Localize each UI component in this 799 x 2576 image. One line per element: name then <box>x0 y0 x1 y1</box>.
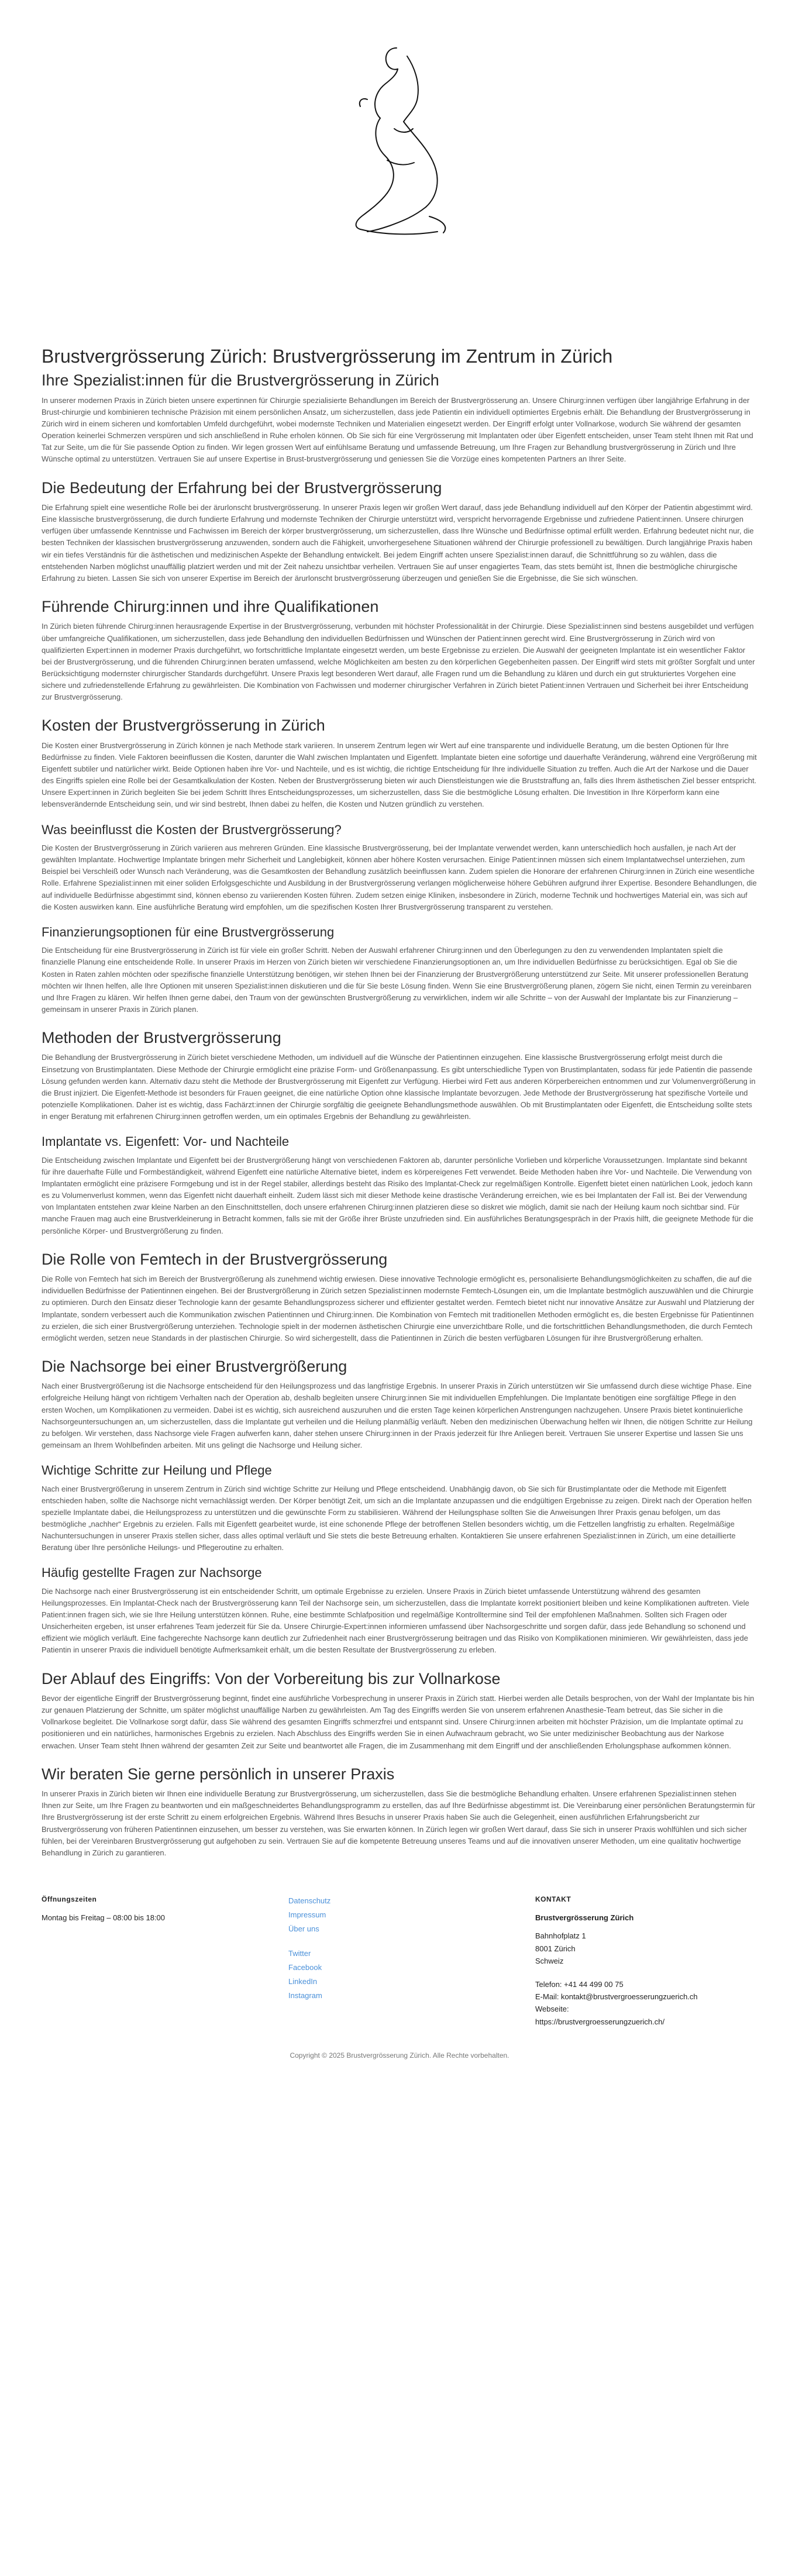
section-heading: Führende Chirurg:innen und ihre Qualifikationen <box>42 598 379 615</box>
section-paragraph: Die Nachsorge nach einer Brustvergrösserung ist ein entscheidender Schritt, um optimale Ergebnisse zu erzielen. Unsere Praxis in Zürich bietet umfassende Unterstützung während des gesamten Heilungsprozesses. Ein Implantat-Check nach der Brustvergrösserung kann Teil der Nachsorge sein, um sicherzustellen, dass die Implantate korrekt positioniert bleiben und keine Komplikationen auftreten. Viele Patient:innen fragen sich, wie sie Ihre Heilung unterstützen können. Ruhe, eine bestimmte Schlafposition und regelmäßige Kontrolltermine sind Teil der empfohlenen Maßnahmen. Sollten sich Fragen oder Unsicherheiten ergeben, ist unser erfahrenes Team jederzeit für Sie da. Unsere Chirurgie-Expert:innen informieren umfassend über Nachsorgeschritte und sorgen dafür, dass jede Behandlung so schonend und effizient wie möglich verläuft. Eine fachgerechte Nachsorge kann deutlich zur Zufriedenheit nach einer Brustvergrösserung beitragen und das Risiko von Komplikationen minimieren. Wir gewährleisten, dass jede Patientin in unserer Praxis die individuell benötigte Aufmerksamkeit erhält, um die besten Resultate der Brustvergrösserung zu erleben. <box>42 1586 749 1655</box>
section-paragraph: Die Rolle von Femtech hat sich im Bereich der Brustvergrößerung als zunehmend wichtig erwiesen. Diese innovative Technologie ermöglicht es, personalisierte Behandlungsmöglichkeiten zu schaffen, die auf die individuellen Bedürfnisse der Patientinnen eingehen. Bei der Brustvergrößerung in Zürich setzen Spezialist:innen modernste Femtech-Lösungen ein, um die Implantate bestmöglich auszuwählen und die Chirurgie zu optimieren. Durch den Einsatz dieser Technologie kann der gesamte Behandlungsprozess sicherer und effizienter gestaltet werden. Femtech bietet nicht nur innovative Ansätze zur Auswahl und Platzierung der Implantate, sondern verbessert auch die Kommunikation zwischen Patientinnen und Chirurg:innen. Die Kombination von Femtech mit traditionellen Methoden ermöglicht es, die besten Ergebnisse für Patientinnen zu erzielen, die sich einer Brustvergrößerung unterziehen. Technologie spielt in der modernen ästhetischen Chirurgie eine unverzichtbare Rolle, und die fortschrittlichen Behandlungsmethoden, die durch Femtech ermöglicht werden, setzen neue Standards in der plastischen Chirurgie. So wird sichergestellt, dass die Patientinnen in Zürich die besten verfügbaren Lösungen für ihre Brustvergrößerung erhalten. <box>42 1275 755 1342</box>
section-heading: Häufig gestellte Fragen zur Nachsorge <box>42 1565 262 1580</box>
footer <box>42 1894 757 2040</box>
link-twitter[interactable]: Twitter <box>288 1948 311 1958</box>
link-instagram[interactable]: Instagram <box>288 1990 322 2000</box>
section-paragraph: Bevor der eigentliche Eingriff der Brustvergrösserung beginnt, findet eine ausführliche Vorbesprechung in unserer Praxis in Zürich statt. Hierbei werden alle Details besprochen, von der Wahl der Implantate bis hin zur genauen Platzierung der Schnitte, um später möglichst unauffällige Narben zu gewährleisten. Am Tag des Eingriffs werden Sie von unserem erfahrenen Anasthesie-Team betreut, das Sie sicher in die Vollnarkose begleitet. Die Vollnarkose sorgt dafür, dass Sie während des gesamten Eingriffs schmerzfrei und entspannt sind. Unsere Chirurg:innen arbeiten mit höchster Präzision, um die Implantate optimal zu positionieren und ein natürliches, harmonisches Ergebnis zu erzielen. Nach Abschluss des Eingriffs werden Sie in einen Aufwachraum gebracht, wo Sie unter medizinischer Beobachtung aus der Narkose erwachen. Unser Team steht Ihnen während der gesamten Zeit zur Seite und beantwortet alle Fragen, die im Zusammenhang mit dem Eingriff und der anschließenden Erholungsphase aufkommen können. <box>42 1694 755 1750</box>
section-paragraph: In unserer Praxis in Zürich bieten wir Ihnen eine individuelle Beratung zur Brustvergrösserung, um sicherzustellen, dass Sie die bestmögliche Behandlung erhalten. Unsere erfahrenen Spezialist:innen stehen Ihnen zur Seite, um Ihre Fragen zu beantworten und ein maßgeschneidertes Behandlungsprogramm zu erstellen, das auf Ihre Bedürfnisse abgestimmt ist. Die Vereinbarung einer persönlichen Beratungstermin für Ihre Brustvergrösserung ist der erste Schritt zu einem erfolgreichen Ergebnis. Während Ihres Besuchs in unserer Praxis haben Sie auch die Gelegenheit, einen ausführlichen Erfahrungsbericht zur Brustvergrösserung von früheren Patientinnen einzusehen, um besser zu verstehen, was Sie erwarten können. In Zürich legen wir großen Wert darauf, dass Sie sich in unserer Praxis wohlfühlen und sich sicher fühlen, bei der Vereinbaren Brustvergrösserung gut aufgehoben zu sein. Vertrauen Sie auf die kompetente Betreuung unseres Teams und auf die innovativen unserer Methoden, um eine qualitativ hochwertige Behandlung in Zürich zu garantieren. <box>42 1789 755 1857</box>
section-paragraph: Die Kosten der Brustvergrösserung in Zürich variieren aus mehreren Gründen. Eine klassische Brustvergrösserung, bei der Implantate verwendet werden, kann unterschiedlich hoch ausfallen, je nach Art der gewählten Implantate. Hochwertige Implantate bringen mehr Sicherheit und Langlebigkeit, können aber höhere Kosten verursachen. Einige Patient:innen müssen sich einem Implantatwechsel unterziehen, zum Beispiel bei Verschleiß oder Wunsch nach Veränderung, was die Gesamtkosten der Behandlung zusätzlich beeinflussen kann. Zudem spielen die Honorare der erfahrenen Chirurg:innen in Zürich eine wesentliche Rolle. Erfahrene Spezialist:innen mit einer soliden Erfolgsgeschichte und Ausbildung in der Brustvergrösserung verlangen möglicherweise höhere Gebühren aufgrund ihrer Expertise. Besondere Behandlungen, die auf individuelle Bedürfnisse abgestimmt sind, können ebenso zu variierenden Kosten führen. Zudem setzen einige Kliniken, insbesondere in Zürich, moderne Technik und hochwertiges Material ein, was sich auf die Kosten auswirken kann. Eine ausführliche Beratung wird empfohlen, um die spezifischen Kosten Ihrer Brustvergrösserung transparent zu verstehen. <box>42 843 757 911</box>
female-silhouette-logo-icon <box>326 41 473 246</box>
hours-text: Montag bis Freitag – 08:00 bis 18:00 <box>42 1913 166 1922</box>
footer-contact <box>535 1894 757 2028</box>
footer-hours <box>42 1894 264 2028</box>
section-heading: Die Bedeutung der Erfahrung bei der Brustvergrösserung <box>42 478 442 497</box>
website-label: Webseite: <box>535 2005 569 2014</box>
section-paragraph: Die Erfahrung spielt eine wesentliche Rolle bei der ärurlonscht brustvergrösserung. In unserer Praxis legen wir großen Wert darauf, dass jede Behandlung individuell auf den Körper der Patientin abgestimmt wird. Eine klassische brustvergrösserung, die durch fundierte Erfahrung und modernste Techniken der Chirurgie unterstützt wird, verspricht hervorragende Ergebnisse und zufriedene Patient:innen. Unsere chirurgen verfügen über umfassende Kenntnisse und Fachwissen im Bereich der körper brustvergrösserung, um sicherzustellen, dass Ihre Wünsche und Bedürfnisse optimal erfüllt werden. Erfahrung bedeutet nicht nur, die besten Techniken der klassischen brustvergrösserung anzuwenden, sondern auch die Fähigkeit, unvorhergesehene Situationen während der Chirurgie professionell zu bewältigen. Durch langjährige Praxis haben wir ein tiefes Verständnis für die ästhetischen und medizinischen Aspekte der Behandlung entwickelt. Bei jedem Eingriff achten unsere Spezialist:innen darauf, die Schnittführung so zu wählen, dass die entstehenden Narben möglichst unauffällig platziert werden und mit der Zeit nahezu unsichtbar verheilen. Vertrauen Sie auf unser engagiertes Team, das stets bemüht ist, Ihnen die bestmögliche chirurgische Erfahrung zu bieten. Lassen Sie sich von unserer Expertise im Bereich der ärurlonscht brustvergrösserung überzeugen und genießen Sie die Ergebnisse, die Sie sich wünschen. <box>42 503 754 583</box>
phone: Telefon: +41 44 499 00 75 <box>535 1979 624 1989</box>
section-heading: Was beeinflusst die Kosten der Brustvergrösserung? <box>42 822 342 837</box>
section-heading: Die Nachsorge bei einer Brustvergrößerung <box>42 1357 347 1375</box>
logo-area <box>0 0 799 275</box>
city: 8001 Zürich <box>535 1944 576 1953</box>
article <box>42 275 757 1859</box>
company-name: Brustvergrösserung Zürich <box>535 1913 634 1922</box>
footer-links <box>288 1894 511 2028</box>
article-sections <box>42 371 757 1859</box>
link-linkedin[interactable]: LinkedIn <box>288 1976 318 1986</box>
section-paragraph: Die Entscheidung zwischen Implantate und Eigenfett bei der Brustvergrößerung hängt von verschiedenen Faktoren ab, darunter persönliche Vorlieben und körperliche Voraussetzungen. Implantate sind bekannt für ihre dauerhafte Fülle und Formbeständigkeit, während Eigenfett eine natürliche Alternative bietet, indem es körpereigenes Fett verwendet. Beide Methoden haben ihre Vor- und Nachteile. Die Verwendung von Implantaten ermöglicht eine präzisere Formgebung und ist in der Regel stabiler, allerdings besteht das Risiko des Implantat-Check zur regelmäßigen Kontrolle. Eigenfett bietet einen natürlichen Look, jedoch kann es zu Volumenverlust kommen, wenn das Eigenfett nicht dauerhaft einheilt. Zudem lässt sich mit dieser Methode keine drastische Veränderung erreichen, wie es bei Implantaten der Fall ist. Bei der Verwendung von Implantaten entstehen zwar kleine Narben an den Einschnittstellen, doch unsere erfahrenen Chirurg:innen platzieren diese so diskret wie möglich, damit sie nach der Heilung kaum noch sichtbar sind. Für manche Frauen mag auch eine Brustverkleinerung in Betracht kommen, falls sie mit der Größe ihrer Brüste unzufrieden sind. Ein ausführliches Beratungsgespräch in der Praxis hilft, die geeignete Methode für die persönliche Körper- und Brustvergrößerung zu finden. <box>42 1155 753 1235</box>
website-url: https://brustvergroesserungzuerich.ch/ <box>535 2017 665 2026</box>
section-paragraph: Nach einer Brustvergrößerung ist die Nachsorge entscheidend für den Heilungsprozess und das langfristige Ergebnis. In unserer Praxis in Zürich unterstützen wir Sie umfassend durch diese wichtige Phase. Eine erfolgreiche Heilung hängt von richtigem Verhalten nach der Operation ab, deshalb begleiten unsere Chirurg:innen Sie mit individuellen Empfehlungen. Die Implantate benötigen eine sorgfältige Pflege in den ersten Wochen, um Komplikationen zu vermeiden. Dabei ist es wichtig, sich ausreichend auszuruhen und die ersten Tage keinen körperlichen Anstrengungen nachzugehen. Unsere Praxis bietet kontinuierliche Nachsorgeuntersuchungen an, um sicherzustellen, dass die Implantate gut verheilen und die Heilung planmäßig verläuft. Neben den medizinischen Überwachung helfen wir Ihnen, die nötigen Schritte zur Heilung zu befolgen. Wir verstehen, dass Nachsorge viele Fragen aufwerfen kann, daher stehen unsere Chirurg:innen in der Praxis jederzeit für Ihre Anliegen bereit. Vertrauen Sie unserer Expertise und lassen Sie uns gemeinsam an Ihrem Wohlbefinden arbeiten. Mit uns gelingt die Nachsorge und Heilung sicher. <box>42 1382 753 1450</box>
contact-title: KONTAKT <box>535 1895 571 1903</box>
link-facebook[interactable]: Facebook <box>288 1962 322 1972</box>
section-paragraph: In Zürich bieten führende Chirurg:innen herausragende Expertise in der Brustvergrösserung, verbunden mit höchster Professionalität in der Chirurgie. Diese Spezialist:innen sind bestens ausgebildet und verfügen über umfangreiche Qualifikationen, um sicherzustellen, dass jede Behandlung den individuellen Bedürfnissen und Wünschen der Patient:innen gerecht wird. Eine Brustvergrösserung in Zürich wird von qualifizierten Expert:innen in moderner Praxis durchgeführt, wo fortschrittliche Implantate eingesetzt werden, um beste Ergebnisse zu erzielen. Die Auswahl der geeigneten Implantate ist ein wesentlicher Faktor bei der Brustvergrösserung, und die führenden Chirurg:innen beraten umfassend, welche Möglichkeiten am besten zu den körperlichen Gegebenheiten passen. Der Eingriff wird stets mit größter Sorgfalt und unter Berücksichtigung modernster chirurgischer Standards durchgeführt. Unsere Praxis legt besonderen Wert darauf, alle Fragen rund um die Behandlung zu klären und durch ein gut strukturiertes Vorgehen eine sichere und zufriedenstellende Erfahrung zu gewährleisten. Die Kombination von Fachwissen und moderner chirurgischer Verfahren in Zürich bietet Patient:innen Vertrauen und Sicherheit bei ihrer Entscheidung zur Brustvergrösserung. <box>42 622 755 702</box>
section-heading: Die Rolle von Femtech in der Brustvergrösserung <box>42 1250 388 1268</box>
section-paragraph: Die Behandlung der Brustvergrösserung in Zürich bietet verschiedene Methoden, um individuell auf die Wünsche der Patientinnen einzugehen. Eine klassische Brustvergrösserung erfolgt meist durch die Einsetzung von Brustimplantaten. Diese Methode der Chirurgie ermöglicht eine präzise Form- und Größenanpassung. Es gibt unterschiedliche Typen von Brustimplantaten, sodass für jede Patientin die passende Lösung gefunden werden kann. Alternativ dazu steht die Methode der Brustvergrösserung mit Eigenfett zur Verfügung. Hierbei wird Fett aus anderen Körperbereichen entnommen und zur Volumenvergrößerung in die Brust injiziert. Die Eigenfett-Methode ist besonders für Frauen geeignet, die eine natürliche Option ohne klassische Implantate bevorzugen. Jede Methode der Brustvergrösserung hat spezifische Vorteile und potenzielle Komplikationen. Daher ist es wichtig, dass Fachärzt:innen der Chirurgie sorgfältig die geeignete Behandlungsmethode auswählen. Ob mit Brustimplantaten oder Eigenfett, die Entscheidung sollte stets in enger Beratung mit erfahrenen Chirurg:innen getroffen werden, um ein optimales Ergebnis der Behandlung zu gewährleisten. <box>42 1053 756 1121</box>
section-paragraph: Die Kosten einer Brustvergrösserung in Zürich können je nach Methode stark variieren. In unserem Zentrum legen wir Wert auf eine transparente und individuelle Beratung, um die besten Optionen für Ihre Bedürfnisse zu finden. Viele Faktoren beeinflussen die Kosten, darunter die Wahl zwischen Implantaten und Eigenfett. Implantate bieten eine sofortige und dauerhafte Veränderung, während eine Vergrößerung mit Eigenfett subtiler und natürlicher wirkt. Beide Optionen haben ihre Vor- und Nachteile, und es ist wichtig, die richtige Entscheidung für Ihre individuelle Situation zu treffen. Auch die Art der Narkose und die Dauer des Eingriffs spielen eine Rolle bei der Gesamtkalkulation der Kosten. Neben der Brustvergrösserung bieten wir auch Dienstleistungen wie die Bruststraffung an, falls dies Ihrem ästhetischen Ziel besser entspricht. Unsere Expert:innen in Zürich begleiten Sie bei jedem Schritt Ihres Entscheidungsprozesses, um sicherzustellen, dass Sie die bestmögliche Lösung erhalten. Die Investition in Ihre Körperform kann eine lebensverändernde Entscheidung sein, und wir sind bestrebt, Ihnen dabei zu helfen, die Kosten und Nutzen gründlich zu verstehen. <box>42 741 757 809</box>
copyright: Copyright © 2025 Brustvergrösserung Zürich. Alle Rechte vorbehalten. <box>290 2051 509 2060</box>
section-heading: Ihre Spezialist:innen für die Brustvergrösserung in Zürich <box>42 371 439 390</box>
link-datenschutz[interactable]: Datenschutz <box>288 1896 331 1905</box>
section-heading: Implantate vs. Eigenfett: Vor- und Nachteile <box>42 1134 290 1149</box>
hours-title: Öffnungszeiten <box>42 1895 97 1903</box>
link-impressum[interactable]: Impressum <box>288 1910 326 1919</box>
page-title: Brustvergrösserung Zürich: Brustvergrösserung im Zentrum in Zürich <box>42 346 613 367</box>
street: Bahnhofplatz 1 <box>535 1931 586 1941</box>
section-paragraph: Nach einer Brustvergrößerung in unserem Zentrum in Zürich sind wichtige Schritte zur Heilung und Pflege entscheidend. Unabhängig davon, ob Sie sich für Brustimplantate oder die Methode mit Eigenfett entschieden haben, sollte die Nachsorge nicht vernachlässigt werden. Der Körper benötigt Zeit, um sich an die Implantate anzupassen und die endgültigen Ergebnisse zu zeigen. Direkt nach der Operation helfen spezielle Implantate dabei, die Heilungsprozess zu unterstützen und die gewünschte Form zu stabilisieren. Während der Heilungsphase sollten Sie die Anweisungen Ihrer Praxis genau befolgen, um das bestmögliche „nachher“ Ergebnis zu erzielen. Falls mit Eigenfett gearbeitet wurde, ist eine schonende Pflege der betroffenen Stellen besonders wichtig, um die Fettzellen langfristig zu erhalten. Regelmäßige Nachuntersuchungen in unserer Praxis stellen sicher, dass alles optimal verläuft und Sie stets die beste Betreuung erhalten. Kontaktieren Sie unsere erfahrenen Spezialist:innen in Zürich, um eine detaillierte Beratung über Ihre persönliche Heilungs- und Pflegeroutine zu erhalten. <box>42 1484 752 1552</box>
section-heading: Wichtige Schritte zur Heilung und Pflege <box>42 1463 272 1478</box>
link-ueber-uns[interactable]: Über uns <box>288 1924 319 1933</box>
country: Schweiz <box>535 1957 564 1966</box>
section-heading: Der Ablauf des Eingriffs: Von der Vorbereitung bis zur Vollnarkose <box>42 1669 501 1688</box>
email: E-Mail: kontakt@brustvergroesserungzuerich.ch <box>535 1992 698 2001</box>
section-heading: Finanzierungsoptionen für eine Brustvergrösserung <box>42 924 335 939</box>
section-paragraph: In unserer modernen Praxis in Zürich bieten unsere expertinnen für Chirurgie spezialisierte Behandlungen im Bereich der Brustvergrösserung an. Unsere Chirurg:innen verfügen über langjährige Erfahrung in der Brust-chirurgie und kombinieren technische Präzision mit einem persönlichen Ansatz, um sicherzustellen, dass jede Patientin ein individuell optimiertes Ergebnis erhält. Die Behandlung der Brustvergrösserung in Zürich wird in einem sicheren und komfortablen Umfeld durchgeführt, wobei modernste Techniken und Materialien eingesetzt werden. Der Eingriff erfolgt unter Vollnarkose, wodurch Sie während der gesamten Operation keinerlei Schmerzen verspüren und sich anschließend in Ruhe erholen können. Ob Sie sich für eine Vergrösserung mit Implantaten oder über Eigenfett entscheiden, unser Team steht Ihnen mit Rat und Tat zur Seite, um die für Sie passende Option zu finden. Wir legen grossen Wert auf einfühlsame Beratung und umfassende Betreuung, um Ihre Fragen zur Behandlung brustvergrösserung in Zürich und Ihre Wünsche optimal zu unterstützen. Vertrauen Sie auf unsere Expertise in Brust-brustvergrösserung und geniessen Sie die Vorzüge eines kompetenten Partners an Ihrer Seite. <box>42 395 753 464</box>
section-heading: Kosten der Brustvergrösserung in Zürich <box>42 717 325 735</box>
section-paragraph: Die Entscheidung für eine Brustvergrösserung in Zürich ist für viele ein großer Schritt. Neben der Auswahl erfahrener Chirurg:innen und den Überlegungen zu den zu verwendenden Implantaten spielt die finanzielle Planung eine entscheidende Rolle. In unserer Praxis im Herzen von Zürich bieten wir verschiedene Finanzierungsoptionen an, um Ihre individuellen Bedürfnisse zu berücksichtigen. Egal ob Sie die Kosten in Raten zahlen möchten oder spezifische finanzielle Unterstützung benötigen, wir stehen Ihnen bei der Finanzierung der Brustvergrößerung unterstützend zur Seite. Mit unserer professionellen Beratung möchten wir Ihnen helfen, alle Ihre Optionen mit unseren Spezialist:innen diskutieren und die für Sie beste Lösung finden. Wenn Sie eine Brustvergrößerung planen, zögern Sie nicht, einen Termin zu vereinbaren und Ihre Fragen zu klären. Wir helfen Ihnen gerne dabei, den Traum von der gewünschten Brustvergrößerung zu verwirklichen, indem wir alle Schritte – von der Auswahl der Implantate bis zur Finanzierung – gemeinsam in unserer Praxis in Zürich planen. <box>42 946 752 1014</box>
section-heading: Wir beraten Sie gerne persönlich in unserer Praxis <box>42 1765 395 1783</box>
section-heading: Methoden der Brustvergrösserung <box>42 1029 281 1047</box>
